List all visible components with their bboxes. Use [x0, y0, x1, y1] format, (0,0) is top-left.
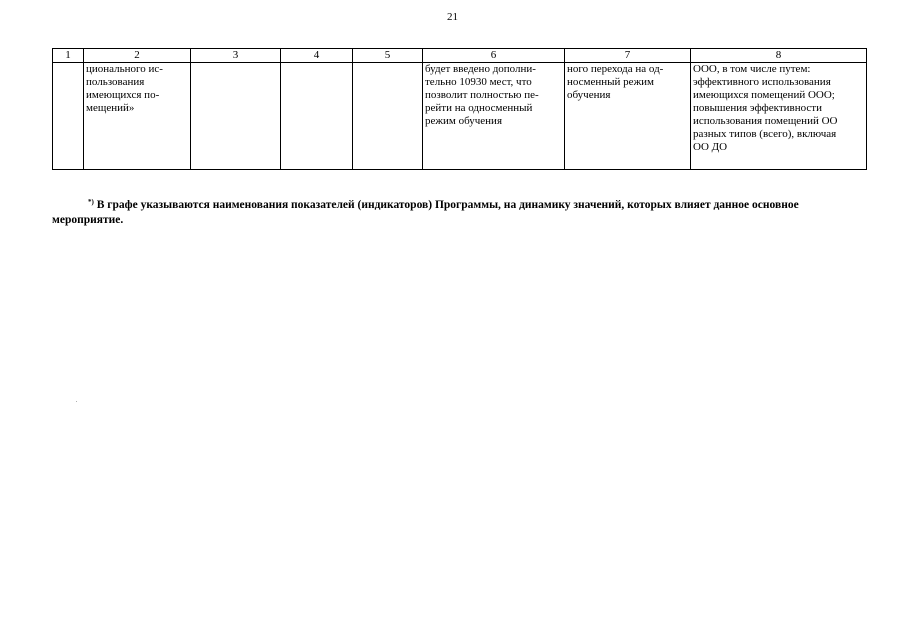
footnote-marker: *) — [88, 198, 94, 206]
table-cell — [53, 63, 84, 170]
column-header: 5 — [353, 49, 423, 63]
scan-speck — [76, 401, 77, 402]
column-header: 7 — [565, 49, 691, 63]
table-cell: ООО, в том числе путем: эффективного использования имеющихся помещений ООО; повышения эффективности использования помещений ОО разных типов (всего), включая ОО ДО — [691, 63, 867, 170]
continuation-table — [52, 48, 867, 170]
column-header: 6 — [423, 49, 565, 63]
column-number-row — [53, 49, 867, 63]
column-header: 1 — [53, 49, 84, 63]
footnote — [52, 198, 864, 228]
column-header: 3 — [191, 49, 281, 63]
column-header: 8 — [691, 49, 867, 63]
table-cell — [353, 63, 423, 170]
table-cell: ного перехода на од- носменный режим обучения — [565, 63, 691, 170]
column-header: 4 — [281, 49, 353, 63]
table-cell: ционального ис- пользования имеющихся по- мещений» — [84, 63, 191, 170]
column-header: 2 — [84, 49, 191, 63]
page-number: 21 — [447, 11, 458, 23]
footnote-text: В графе указываются наименования показателей (индикаторов) Программы, на динамику значений, которых влияет данное основное мероприятие. — [52, 199, 799, 226]
table-cell: будет введено дополни- тельно 10930 мест, что позволит полностью пе- рейти на односменный режим обучения — [423, 63, 565, 170]
table-cell — [281, 63, 353, 170]
table-row — [53, 63, 867, 170]
table-cell — [191, 63, 281, 170]
